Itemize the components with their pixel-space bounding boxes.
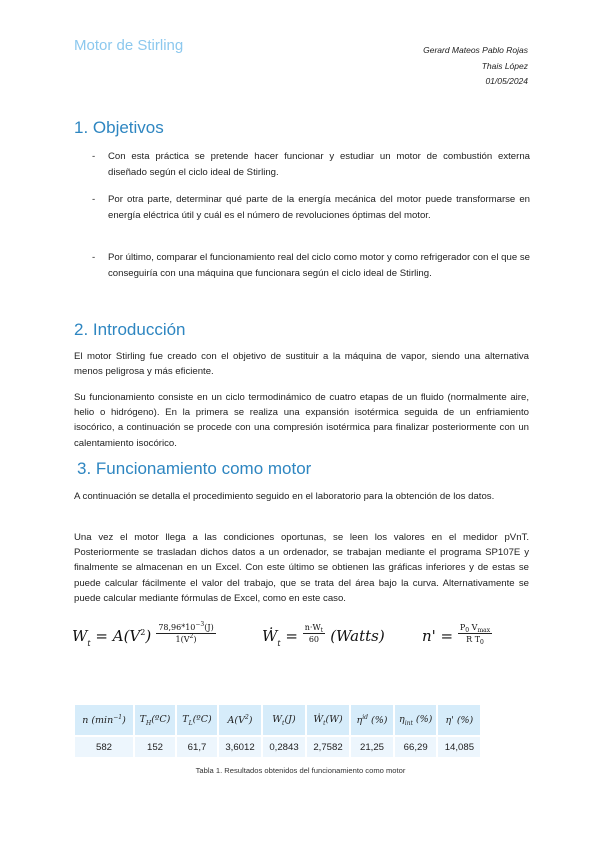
table-header: $W_t(J)$ (263, 705, 305, 735)
motor-paragraph-1: A continuación se detalla el procedimiento seguido en el laboratorio para la obtención de los datos. (74, 491, 495, 502)
table-header: $T_L(ºC)$ (177, 705, 217, 735)
formulas-row (72, 621, 532, 672)
results-table (73, 703, 482, 759)
bullet-text: Por otra parte, determinar qué parte de la energía mecánica del motor puede transformarse en energía eléctrica útil y cuál es el número de revoluciones óptimas del motor. (108, 194, 530, 221)
motor-paragraph-2: Una vez el motor llega a las condiciones oportunas, se leen los valores en el medidor pVnT. Posteriormente se trasladan dichos datos a un ordenador, se trabajan mediante el programa SP107E y finalmente se almacenan en un Excel. Con este último se obtienen las gráficas inferiores y de estas se puede calcular fácilmente el valor del trabajo, que se trata del área bajo la curva. Alternativamente se puede calcular mediante fórmulas de Excel, como en este caso. (74, 532, 529, 604)
table-header: $T_H(ºC)$ (135, 705, 175, 735)
formula-efficiency: n' = $\frac{P_0 V_{max}}{R T_0}$ (422, 623, 491, 646)
table-header: n $(\min^{-1})$ (75, 705, 133, 735)
table-header: η' (%) (438, 705, 480, 735)
document-date: 01/05/2024 (485, 76, 528, 86)
table-header: $\eta^{id}$ (%) (351, 705, 393, 735)
document-meta (423, 43, 528, 90)
table-cell: 66,29 (395, 737, 436, 757)
bullet-item (92, 149, 530, 180)
table-header: Ẇ$_t$(W) (307, 705, 349, 735)
bullet-item (92, 192, 530, 223)
table-caption: Tabla 1. Resultados obtenidos del funcionamiento como motor (195, 766, 406, 775)
table-cell: 61,7 (177, 737, 217, 757)
table-header: $\eta_{int}$ (%) (395, 705, 436, 735)
table-cell: 3,6012 (219, 737, 261, 757)
table-cell: 14,085 (438, 737, 480, 757)
intro-paragraph-1: El motor Stirling fue creado con el objetivo de sustituir a la máquina de vapor, siendo una alternativa menos peligrosa y más eficiente. (74, 351, 529, 378)
authors-line-1: Gerard Mateos Pablo Rojas (423, 45, 528, 55)
bullet-text: Con esta práctica se pretende hacer funcionar y estudiar un motor de combustión externa diseñado según el ciclo ideal de Stirling. (108, 151, 530, 178)
heading-introduccion: 2. Introducción (74, 320, 186, 339)
table-cell: 21,25 (351, 737, 393, 757)
table-cell: 152 (135, 737, 175, 757)
table-row (75, 737, 480, 757)
bullet-dash: - (92, 194, 96, 205)
formula-work: $W_t = A(V^2)$ $\frac{78,96*10^{-3}(J)}{1(V^2)}$ (72, 621, 214, 648)
table-header-row (75, 705, 480, 735)
bullet-text: Por último, comparar el funcionamiento real del ciclo como motor y como refrigerador con el que se conseguiría con una máquina que funcionara según el ciclo ideal de Stirling. (108, 252, 530, 279)
heading-funcionamiento: 3. Funcionamiento como motor (77, 459, 312, 478)
intro-paragraph-2: Su funcionamiento consiste en un ciclo termodinámico de cuatro etapas de un fluido (normalmente aire, helio o hidrógeno). En la primera se realiza una expansión isotérmica seguida de un enfriamiento isocórico, a continuación se procede con una compresión isotérmica para finalizar posteriormente con un calentamiento isocórico. (74, 392, 529, 449)
formula-power: Ẇ$_t$ = $\frac{n\cdot W_t}{60}$ (Watts) (262, 623, 385, 648)
document-title: Motor de Stirling (74, 37, 184, 54)
table-cell: 2,7582 (307, 737, 349, 757)
heading-objetivos: 1. Objetivos (74, 118, 164, 137)
table-header: $A(V^2)$ (219, 705, 261, 735)
table-cell: 0,2843 (263, 737, 305, 757)
table-cell: 582 (75, 737, 133, 757)
bullet-item (92, 250, 530, 281)
bullet-dash: - (92, 252, 96, 263)
authors-line-2: Thais López (481, 60, 528, 71)
bullet-dash: - (92, 151, 96, 162)
